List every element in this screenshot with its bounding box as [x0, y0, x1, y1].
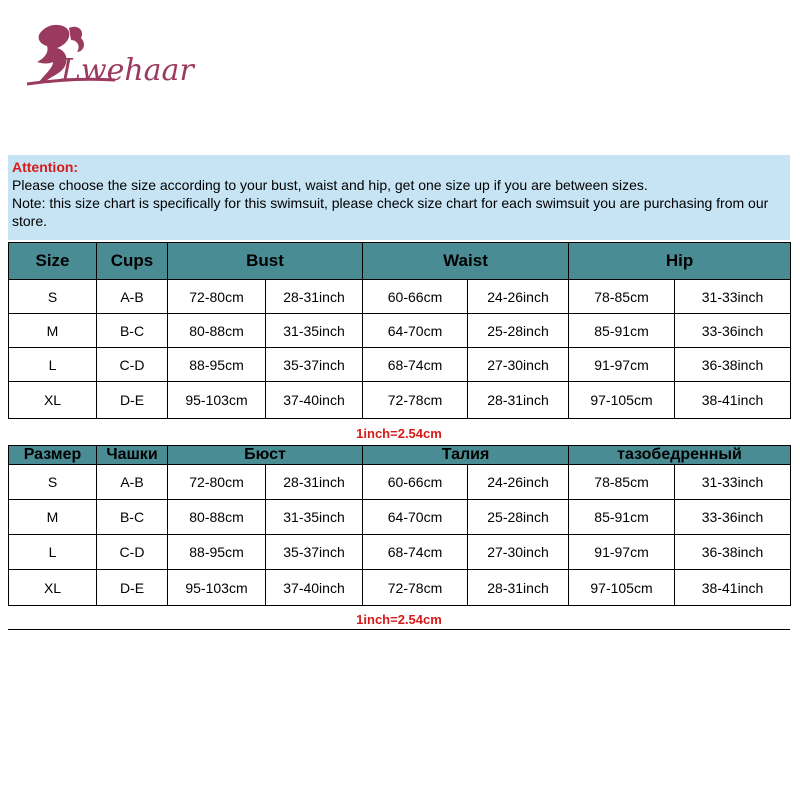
cell-waist-cm: 68-74cm — [363, 535, 468, 570]
cell-hip-cm: 78-85cm — [569, 280, 675, 314]
cell-waist-cm: 60-66cm — [363, 465, 468, 500]
cell-waist-cm: 64-70cm — [363, 500, 468, 535]
table-row — [9, 465, 791, 500]
cell-waist-cm: 60-66cm — [363, 280, 468, 314]
cell-hip-inch: 33-36inch — [675, 314, 791, 348]
cell-size: M — [9, 500, 97, 535]
cell-bust-cm: 88-95cm — [168, 348, 266, 382]
divider — [8, 629, 790, 630]
cell-cups: D-E — [97, 570, 168, 606]
header-size: Размер — [9, 446, 97, 465]
header-cups: Чашки — [97, 446, 168, 465]
header-waist: Талия — [363, 446, 569, 465]
cell-bust-inch: 37-40inch — [266, 570, 363, 606]
cell-waist-inch: 25-28inch — [468, 500, 569, 535]
attention-notice — [8, 155, 790, 240]
cell-hip-cm: 85-91cm — [569, 500, 675, 535]
table-header-row — [9, 446, 791, 465]
cell-bust-cm: 95-103cm — [168, 570, 266, 606]
table-row — [9, 280, 791, 314]
cell-bust-inch: 28-31inch — [266, 465, 363, 500]
cell-cups: C-D — [97, 535, 168, 570]
header-hip: Hip — [569, 243, 791, 280]
cell-size: S — [9, 465, 97, 500]
cell-cups: C-D — [97, 348, 168, 382]
cell-size: M — [9, 314, 97, 348]
cell-waist-cm: 64-70cm — [363, 314, 468, 348]
header-waist: Waist — [363, 243, 569, 280]
cell-cups: A-B — [97, 280, 168, 314]
header-hip: тазобедренный — [569, 446, 791, 465]
cell-waist-inch: 25-28inch — [468, 314, 569, 348]
cell-waist-inch: 27-30inch — [468, 348, 569, 382]
cell-waist-inch: 24-26inch — [468, 280, 569, 314]
cell-size: XL — [9, 570, 97, 606]
size-table-russian — [8, 445, 791, 606]
cell-size: S — [9, 280, 97, 314]
attention-heading: Attention: — [12, 159, 79, 175]
cell-bust-inch: 28-31inch — [266, 280, 363, 314]
inch-conversion-note: 1inch=2.54cm — [356, 612, 442, 627]
table-row — [9, 314, 791, 348]
cell-bust-inch: 31-35inch — [266, 500, 363, 535]
cell-cups: A-B — [97, 465, 168, 500]
table-row — [9, 535, 791, 570]
cell-bust-cm: 80-88cm — [168, 500, 266, 535]
table-header-row — [9, 243, 791, 280]
cell-hip-cm: 78-85cm — [569, 465, 675, 500]
table-row — [9, 570, 791, 606]
cell-waist-inch: 27-30inch — [468, 535, 569, 570]
inch-conversion-note: 1inch=2.54cm — [356, 426, 442, 441]
cell-hip-inch: 33-36inch — [675, 500, 791, 535]
cell-hip-cm: 91-97cm — [569, 348, 675, 382]
brand-logo-graphic — [25, 22, 215, 92]
cell-waist-cm: 72-78cm — [363, 382, 468, 419]
cell-bust-cm: 88-95cm — [168, 535, 266, 570]
cell-hip-inch: 36-38inch — [675, 535, 791, 570]
cell-waist-cm: 68-74cm — [363, 348, 468, 382]
cell-hip-cm: 85-91cm — [569, 314, 675, 348]
cell-hip-cm: 97-105cm — [569, 382, 675, 419]
cell-hip-inch: 31-33inch — [675, 465, 791, 500]
cell-hip-cm: 97-105cm — [569, 570, 675, 606]
size-table-english — [8, 242, 791, 419]
cell-bust-cm: 80-88cm — [168, 314, 266, 348]
header-cups: Cups — [97, 243, 168, 280]
cell-bust-cm: 72-80cm — [168, 465, 266, 500]
cell-size: XL — [9, 382, 97, 419]
notice-line-sizing: Please choose the size according to your bust, waist and hip, get one size up if you are between sizes. — [12, 177, 648, 193]
cell-bust-cm: 95-103cm — [168, 382, 266, 419]
cell-waist-inch: 28-31inch — [468, 570, 569, 606]
header-bust: Бюст — [168, 446, 363, 465]
cell-hip-inch: 31-33inch — [675, 280, 791, 314]
cell-waist-cm: 72-78cm — [363, 570, 468, 606]
cell-hip-inch: 38-41inch — [675, 382, 791, 419]
cell-cups: B-C — [97, 314, 168, 348]
svg-text:Lwehaar: Lwehaar — [61, 53, 194, 88]
cell-bust-inch: 35-37inch — [266, 535, 363, 570]
cell-waist-inch: 24-26inch — [468, 465, 569, 500]
table-row — [9, 382, 791, 419]
cell-size: L — [9, 535, 97, 570]
cell-bust-inch: 37-40inch — [266, 382, 363, 419]
notice-line-note: Note: this size chart is specifically for this swimsuit, please check size chart for each swimsuit you are purchasing from our store. — [12, 195, 769, 229]
header-bust: Bust — [168, 243, 363, 280]
header-size: Size — [9, 243, 97, 280]
cell-size: L — [9, 348, 97, 382]
cell-hip-inch: 36-38inch — [675, 348, 791, 382]
cell-bust-cm: 72-80cm — [168, 280, 266, 314]
cell-bust-inch: 35-37inch — [266, 348, 363, 382]
cell-hip-cm: 91-97cm — [569, 535, 675, 570]
table-row — [9, 500, 791, 535]
cell-bust-inch: 31-35inch — [266, 314, 363, 348]
brand-logo — [25, 22, 215, 92]
table-row — [9, 348, 791, 382]
cell-cups: D-E — [97, 382, 168, 419]
cell-cups: B-C — [97, 500, 168, 535]
cell-hip-inch: 38-41inch — [675, 570, 791, 606]
cell-waist-inch: 28-31inch — [468, 382, 569, 419]
